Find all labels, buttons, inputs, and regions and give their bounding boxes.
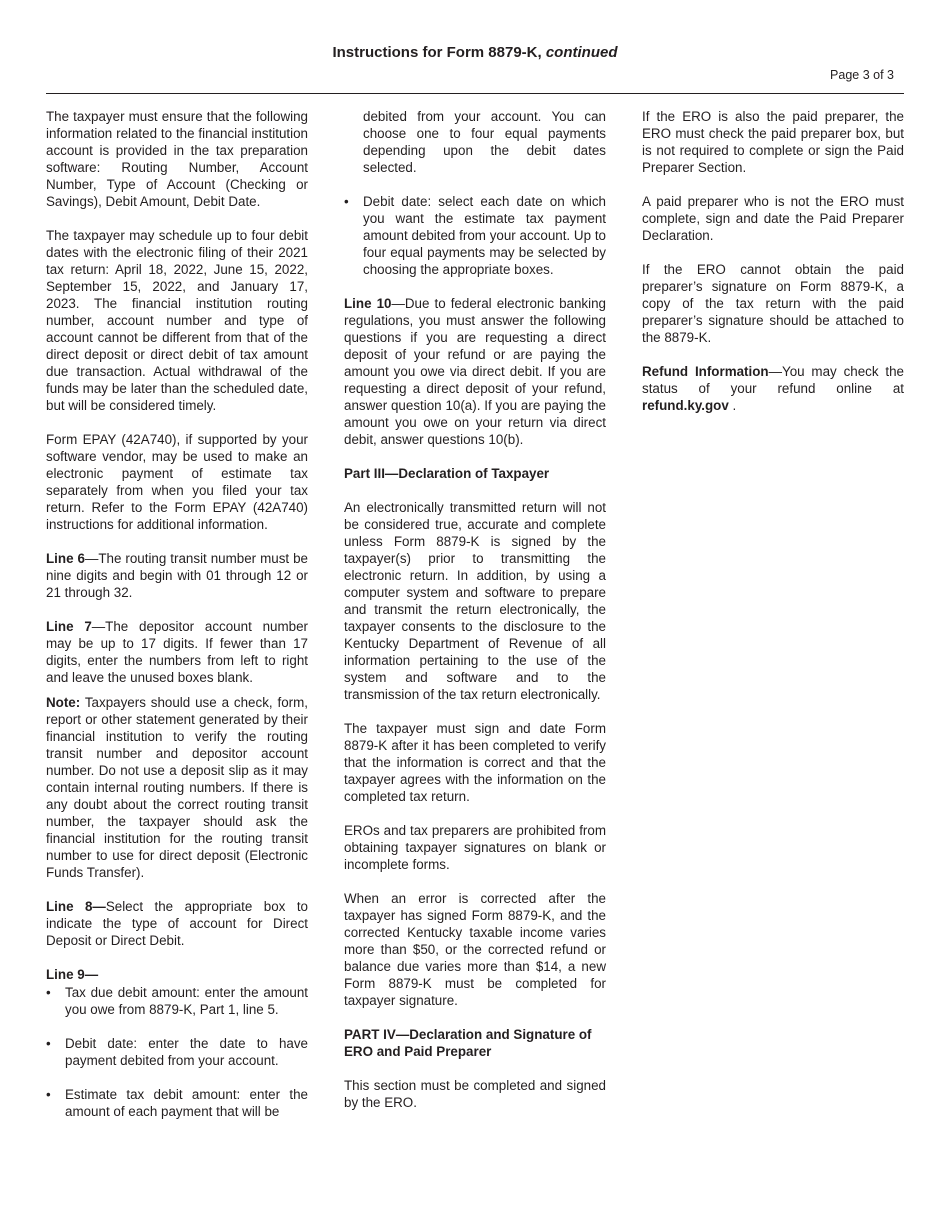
paragraph-declaration: An electronically transmitted return will not be considered true, accurate and complete unless Form 8879-K is signed by the taxpayer(s) prior to transmitting the electronic return. In addition, by using a computer system and software to prepare and transmit the return electronically, the taxpayer consents to the disclosure to the Kentucky Department of Revenue of all information pertaining to the use of the system and software and to the transmission of the tax return electronically. xyxy=(344,500,606,702)
paragraph-line-8 xyxy=(46,898,308,949)
page-title xyxy=(0,44,950,61)
refund-text: —You may check the status of your refund online at xyxy=(642,364,905,396)
title-main: Instructions for Form 8879-K, xyxy=(332,44,542,61)
bullet-icon: • xyxy=(46,1087,51,1102)
refund-end: . xyxy=(728,398,737,413)
bullet-icon: • xyxy=(46,985,51,1000)
header-rule xyxy=(46,93,904,94)
paragraph-ero-section: This section must be completed and signed by the ERO. xyxy=(344,1078,606,1110)
note-text: Taxpayers should use a check, form, report or other statement generated by their financial institution to verify the routing transit number and depositor account number. Do not use a deposit slip as it may contain internal routing numbers. If there is any doubt about the correct routing transit number, the taxpayer should ask the financial institution for the routing transit number to use for direct deposit (Electronic Funds Transfer). xyxy=(46,695,308,880)
list-item xyxy=(46,1035,308,1069)
column-3 xyxy=(642,108,904,431)
bullet-icon: • xyxy=(344,194,349,209)
title-continued: continued xyxy=(545,44,618,61)
bullet-icon: • xyxy=(46,1036,51,1051)
line-6-label: Line 6 xyxy=(46,551,85,566)
paragraph-sign-date: The taxpayer must sign and date Form 8879-K after it has been completed to verify that the information is correct and that the taxpayer agrees with the information on the completed tax return. xyxy=(344,721,606,804)
list-item xyxy=(46,1086,308,1120)
list-item-text: Debit date: enter the date to have payment debited from your account. xyxy=(65,1036,308,1068)
line-10-text: —Due to federal electronic banking regulations, you must answer the following questions if you are requesting a direct deposit of your refund or are paying the amount you owe via direct debit. If you are requesting a direct deposit of your refund, answer question 10(a). If you are paying the amount you owe on your return via direct debit, answer questions 10(b). xyxy=(344,296,606,447)
list-item-continued: debited from your account. You can choose one to four equal payments depending upon the debit dates selected. xyxy=(363,109,606,175)
refund-label: Refund Information xyxy=(642,364,769,379)
paragraph-refund-info xyxy=(642,363,904,414)
list-item-text: Tax due debit amount: enter the amount you owe from 8879-K, Part 1, line 5. xyxy=(65,985,308,1017)
line-7-label: Line 7 xyxy=(46,619,92,634)
paragraph-debit-dates: The taxpayer may schedule up to four debit dates with the electronic filing of their 2021 tax return: April 18, 2022, June 15, 2022, September 15, 2022, and January 17, 2023. The financial institution routing number, account number and type of account cannot be different from that of the direct deposit or direct debit of tax amount due transaction. Actual withdrawal of the funds may be later than the scheduled date, but will be considered timely. xyxy=(46,228,308,413)
paragraph-epay: Form EPAY (42A740), if supported by your software vendor, may be used to make an electronic payment of estimate tax separately from when you filed your tax return. Refer to the Form EPAY (42A740) instructions for additional information. xyxy=(46,432,308,532)
note-label: Note: xyxy=(46,695,81,710)
paragraph-error-corrected: When an error is corrected after the taxpayer has signed Form 8879-K, and the corrected Kentucky taxable income varies more than $50, or the corrected refund or balance due varies more than $14, a new Form 8879-K must be completed for taxpayer signature. xyxy=(344,891,606,1008)
paragraph-line-6 xyxy=(46,550,308,601)
paragraph-ero-paid-preparer: If the ERO is also the paid preparer, the ERO must check the paid preparer box, but is not required to complete or sign the Paid Preparer Section. xyxy=(642,109,904,175)
line-8-text: Select the appropriate box to indicate the type of account for Direct Deposit or Direct Debit. xyxy=(46,899,308,948)
column-2 xyxy=(344,108,606,1128)
paragraph-account-info: The taxpayer must ensure that the following information related to the financial institution account is provided in the tax preparation software: Routing Number, Account Number, Type of Account (Checking or Savings), Debit Amount, Debit Date. xyxy=(46,109,308,209)
paragraph-preparer-signature: If the ERO cannot obtain the paid preparer’s signature on Form 8879-K, a copy of the tax return with the paid preparer’s signature should be attached to the 8879-K. xyxy=(642,262,904,345)
paragraph-prohibited: EROs and tax preparers are prohibited from obtaining taxpayer signatures on blank or incomplete forms. xyxy=(344,823,606,872)
paragraph-note xyxy=(46,694,308,881)
line-9-label: Line 9— xyxy=(46,967,99,982)
page-number: Page 3 of 3 xyxy=(830,68,894,82)
part-4-heading: PART IV—Declaration and Signature of ERO and Paid Preparer xyxy=(344,1027,592,1059)
estimate-debit-list xyxy=(344,193,606,278)
line-9-list xyxy=(46,984,308,1120)
line-7-text: —The depositor account number may be up to 17 digits. If fewer than 17 digits, enter the numbers from left to right and leave the unused boxes blank. xyxy=(46,619,308,685)
paragraph-paid-preparer: A paid preparer who is not the ERO must complete, sign and date the Paid Preparer Declaration. xyxy=(642,194,904,243)
paragraph-line-7 xyxy=(46,618,308,686)
list-item xyxy=(344,193,606,278)
part-3-heading: Part III—Declaration of Taxpayer xyxy=(344,466,550,481)
list-item-text: Debit date: select each date on which you want the estimate tax payment amount debited from your account. Up to four equal payments may be selected by choosing the appropriate boxes. xyxy=(363,194,606,277)
list-item-text: Estimate tax debit amount: enter the amount of each payment that will be xyxy=(65,1087,308,1119)
line-8-label: Line 8— xyxy=(46,899,106,914)
column-1 xyxy=(46,108,308,1137)
line-6-text: —The routing transit number must be nine digits and begin with 01 through 12 or 21 through 32. xyxy=(46,551,308,600)
paragraph-line-10 xyxy=(344,295,606,448)
refund-link[interactable]: refund.ky.gov xyxy=(642,398,729,413)
line-10-label: Line 10 xyxy=(344,296,392,311)
list-item xyxy=(46,984,308,1018)
